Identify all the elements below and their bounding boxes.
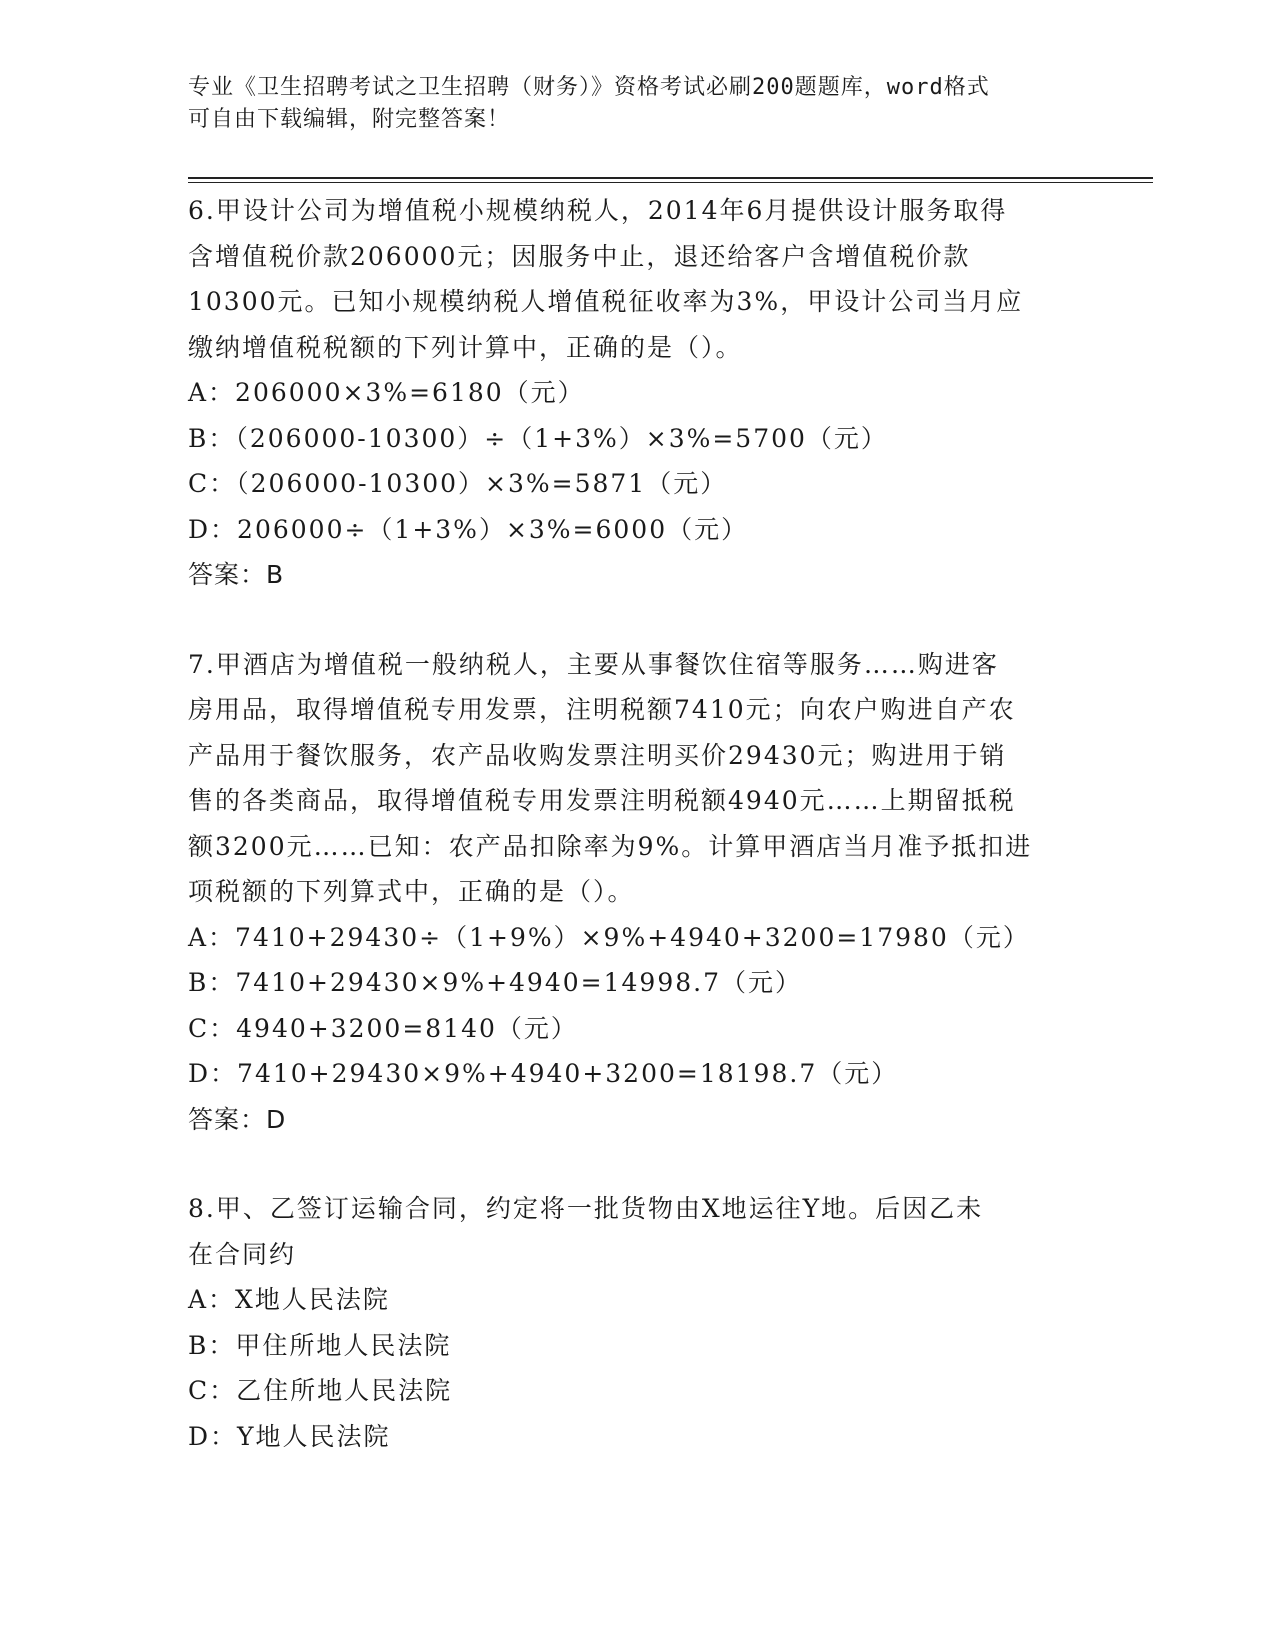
option-b: B：7410+29430×9%+4940=14998.7（元） [188, 968, 802, 997]
question-stem-line: 售的各类商品，取得增值税专用发票注明税额4940元……上期留抵税 [188, 786, 1016, 815]
question-stem-line: 在合同约 [188, 1239, 297, 1269]
option-a: A：206000×3%=6180（元） [188, 378, 585, 407]
option-b: B：（206000-10300）÷（1+3%）×3%=5700（元） [188, 423, 888, 453]
question-stem-line: 含增值税价款206000元；因服务中止，退还给客户含增值税价款 [188, 241, 971, 271]
document-header [188, 72, 1088, 136]
spacer [188, 1142, 1108, 1186]
question-list [188, 188, 1108, 1459]
question-stem-line: 产品用于餐饮服务，农产品收购发票注明买价29430元；购进用于销 [188, 740, 1007, 770]
option-d: D：7410+29430×9%+4940+3200=18198.7（元） [188, 1059, 899, 1088]
question-stem-line: 房用品，取得增值税专用发票，注明税额7410元；向农户购进自产农 [188, 695, 1016, 724]
question-stem-line: 额3200元……已知：农产品扣除率为9%。计算甲酒店当月准予抵扣进 [188, 831, 1033, 861]
option-c: C：（206000-10300）×3%=5871（元） [188, 469, 728, 498]
header-rule-thin [188, 182, 1153, 183]
option-b: B：甲住所地人民法院 [188, 1330, 452, 1360]
spacer [188, 598, 1108, 642]
option-a: A：X地人民法院 [188, 1285, 390, 1314]
question-stem-line: 10300元。已知小规模纳税人增值税征收率为3%，甲设计公司当月应 [188, 287, 1024, 316]
question-stem-line: 6.甲设计公司为增值税小规模纳税人，2014年6月提供设计服务取得 [188, 196, 1008, 225]
question-stem-line: 缴纳增值税税额的下列计算中，正确的是（）。 [188, 332, 743, 362]
question-stem-line: 8.甲、乙签订运输合同，约定将一批货物由X地运往Y地。后因乙未 [188, 1194, 984, 1223]
answer: 答案：B [188, 560, 285, 589]
question-7 [188, 642, 1108, 1143]
question-8 [188, 1186, 1108, 1459]
option-a: A：7410+29430÷（1+9%）×9%+4940+3200=17980（元） [188, 922, 1030, 952]
option-d: D：206000÷（1+3%）×3%=6000（元） [188, 514, 749, 544]
question-stem-line: 7.甲酒店为增值税一般纳税人，主要从事餐饮住宿等服务……购进客 [188, 649, 999, 679]
option-c: C：4940+3200=8140（元） [188, 1013, 578, 1043]
option-c: C：乙住所地人民法院 [188, 1376, 453, 1405]
option-d: D：Y地人民法院 [188, 1421, 391, 1451]
question-stem-line: 项税额的下列算式中，正确的是（）。 [188, 877, 635, 906]
question-6 [188, 188, 1108, 598]
header-line-2: 可自由下载编辑，附完整答案！ [188, 107, 511, 132]
header-rule-thick [188, 177, 1153, 179]
answer: 答案：D [188, 1104, 287, 1134]
header-line-1: 专业《卫生招聘考试之卫生招聘（财务）》资格考试必刷200题题库，word格式 [188, 75, 990, 100]
